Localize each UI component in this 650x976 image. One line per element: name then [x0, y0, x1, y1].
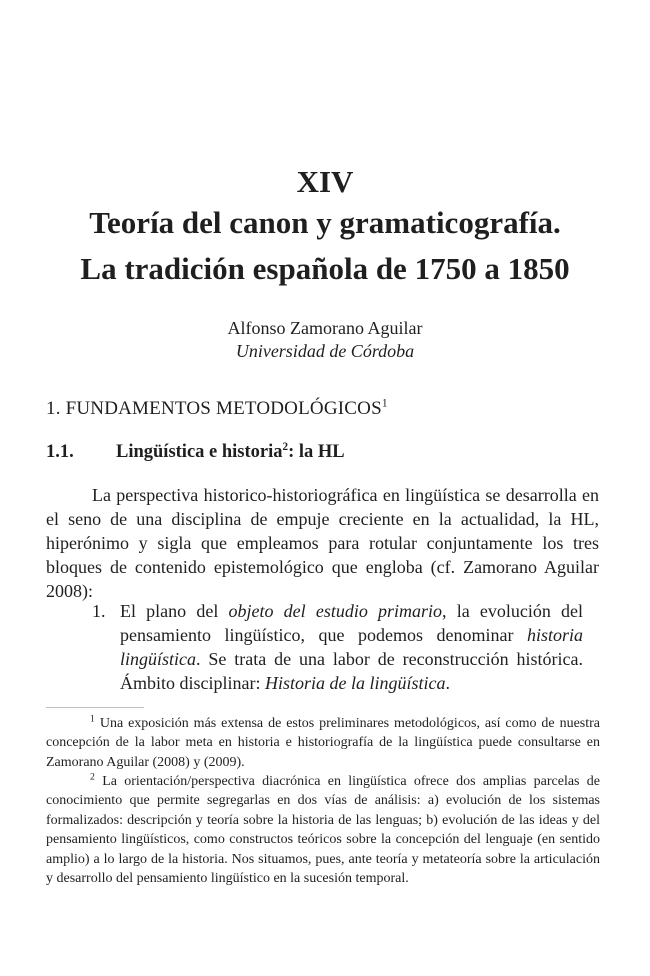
footnote-1-text: Una exposición más extensa de estos preliminares metodológicos, así como de nuestra concepción de la labor meta en historia e historiografía de la lingüística puede consultarse en Zamorano Aguilar (2008) y (2009). — [46, 716, 600, 770]
subsection-heading-a: Lingüística e historia — [116, 442, 283, 462]
list-item — [120, 599, 583, 695]
subsection-heading-b: : la HL — [288, 442, 345, 462]
list-item-emph-3: Historia de la lingüística — [264, 673, 446, 693]
section-heading-text: 1. FUNDAMENTOS METODOLÓGICOS — [46, 398, 382, 419]
footnote-1-mark: 1 — [90, 713, 95, 725]
author-affiliation: Universidad de Córdoba — [235, 341, 415, 361]
list-item-text-3: . Se trata de una labor de reconstrucción histórica. Ámbito disciplinar: — [120, 649, 583, 693]
chapter-title-line1: Teoría del canon y gramaticografía. — [89, 205, 561, 240]
list-item-text-1: El plano del — [120, 601, 229, 621]
subsection-heading — [46, 442, 345, 463]
list-item-emph-1: objeto del estudio primario — [228, 601, 443, 621]
footnote-1 — [46, 714, 600, 772]
list-item-emph-2: historia lingüística — [120, 625, 583, 669]
chapter-number: XIV — [296, 164, 354, 199]
chapter-title-line2: La tradición española de 1750 a 1850 — [80, 251, 570, 286]
section-heading — [46, 398, 388, 420]
footnote-2-text: La orientación/perspectiva diacrónica en lingüística ofrece dos amplias parcelas de conocimiento que permite segregarlas en dos vías de análisis: a) evolución de los sistemas formalizados: descripción y teoría sobre la historia de las lenguas; b) evolución de las ideas y del pensamiento lingüísticos, como constructos teóricos sobre la concepción del lenguaje (en sentido amplio) a lo largo de la historia. Nos situamos, pues, ante teoría y metateoría sobre la articulación y desarrollo del pensamiento lingüístico en la sucesión temporal. — [46, 774, 600, 887]
footnote-separator — [46, 707, 144, 708]
subsection-number: 1.1. — [46, 442, 74, 462]
author-name: Alfonso Zamorano Aguilar — [227, 318, 423, 338]
footnote-ref-1[interactable]: 1 — [381, 397, 388, 410]
list-item-text-2: , la evolución del pensamiento lingüístico, que podemos denominar — [120, 601, 583, 645]
body-paragraph: La perspectiva historico-historiográfica en lingüística se desarrolla en el seno de una disciplina de empuje creciente en la actualidad, la HL, hiperónimo y sigla que empleamos para rotular conjuntamente los tres bloques de contenido epistemológico que engloba (cf. Zamorano Aguilar 2008): — [46, 485, 599, 601]
list-item-text-4: . — [445, 673, 450, 693]
footnote-2-mark: 2 — [90, 771, 95, 783]
footnote-2 — [46, 772, 600, 888]
footnote-ref-2[interactable]: 2 — [282, 440, 289, 453]
list-item-number: 1. — [92, 601, 106, 621]
